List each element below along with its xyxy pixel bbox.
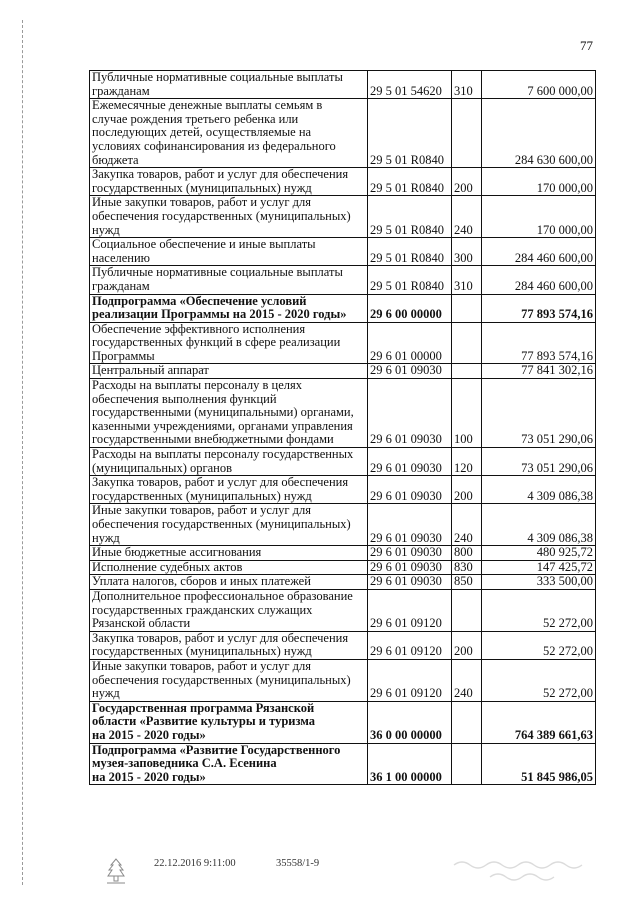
row-code-cell: 29 6 01 09120	[368, 631, 452, 659]
row-vr-cell: 200	[452, 631, 482, 659]
row-code-cell: 29 6 01 09030	[368, 476, 452, 504]
row-code-cell: 29 5 01 R0840	[368, 99, 452, 168]
row-name-cell: Подпрограмма «Развитие Государственного музея-заповедника С.А. Есенина на 2015 - 2020 годы»	[90, 743, 368, 785]
row-name-cell: Расходы на выплаты персоналу в целях обеспечения выполнения функций государственными (муниципальными) органами, казенными учреждениями, органами управления государственными внебюджетными фондами	[90, 379, 368, 448]
watermark-icon	[450, 855, 600, 883]
budget-table	[89, 70, 596, 785]
row-vr-cell: 100	[452, 379, 482, 448]
row-code-cell: 29 6 01 09030	[368, 448, 452, 476]
row-name-cell: Закупка товаров, работ и услуг для обеспечения государственных (муниципальных) нужд	[90, 631, 368, 659]
row-code-cell: 36 0 00 00000	[368, 701, 452, 743]
row-code-cell: 29 6 01 00000	[368, 322, 452, 364]
table-row	[90, 71, 596, 99]
row-code-cell: 36 1 00 00000	[368, 743, 452, 785]
row-sum-cell: 77 893 574,16	[482, 294, 596, 322]
table-row	[90, 99, 596, 168]
row-sum-cell: 4 309 086,38	[482, 504, 596, 546]
row-vr-cell	[452, 589, 482, 631]
row-name-cell: Уплата налогов, сборов и иных платежей	[90, 575, 368, 590]
row-name-cell: Государственная программа Рязанской области «Развитие культуры и туризма на 2015 - 2020 годы»	[90, 701, 368, 743]
table-row	[90, 743, 596, 785]
row-vr-cell	[452, 701, 482, 743]
row-sum-cell: 333 500,00	[482, 575, 596, 590]
row-sum-cell: 284 460 600,00	[482, 238, 596, 266]
table-row	[90, 379, 596, 448]
row-name-cell: Иные бюджетные ассигнования	[90, 546, 368, 561]
row-name-cell: Публичные нормативные социальные выплаты гражданам	[90, 71, 368, 99]
table-row	[90, 546, 596, 561]
row-vr-cell	[452, 743, 482, 785]
row-name-cell: Центральный аппарат	[90, 364, 368, 379]
row-sum-cell: 170 000,00	[482, 168, 596, 196]
table-row	[90, 575, 596, 590]
row-vr-cell: 310	[452, 71, 482, 99]
table-row	[90, 238, 596, 266]
row-code-cell: 29 6 01 09120	[368, 589, 452, 631]
table-row	[90, 294, 596, 322]
row-code-cell: 29 6 01 09030	[368, 504, 452, 546]
table-row	[90, 504, 596, 546]
row-name-cell: Иные закупки товаров, работ и услуг для обеспечения государственных (муниципальных) нужд	[90, 504, 368, 546]
row-sum-cell: 7 600 000,00	[482, 71, 596, 99]
row-sum-cell: 73 051 290,06	[482, 379, 596, 448]
row-code-cell: 29 6 01 09030	[368, 575, 452, 590]
row-vr-cell	[452, 294, 482, 322]
row-sum-cell: 51 845 986,05	[482, 743, 596, 785]
row-vr-cell: 850	[452, 575, 482, 590]
table-row	[90, 589, 596, 631]
page-edge-line	[22, 20, 23, 885]
row-sum-cell: 284 630 600,00	[482, 99, 596, 168]
row-code-cell: 29 5 01 54620	[368, 71, 452, 99]
row-code-cell: 29 5 01 R0840	[368, 266, 452, 294]
row-name-cell: Подпрограмма «Обеспечение условий реализации Программы на 2015 - 2020 годы»	[90, 294, 368, 322]
table-row	[90, 701, 596, 743]
row-code-cell: 29 6 01 09120	[368, 659, 452, 701]
row-sum-cell: 4 309 086,38	[482, 476, 596, 504]
row-code-cell: 29 6 01 09030	[368, 379, 452, 448]
row-vr-cell: 310	[452, 266, 482, 294]
row-vr-cell: 120	[452, 448, 482, 476]
row-code-cell: 29 6 01 09030	[368, 560, 452, 575]
row-code-cell: 29 6 01 09030	[368, 546, 452, 561]
row-name-cell: Публичные нормативные социальные выплаты гражданам	[90, 266, 368, 294]
row-vr-cell: 830	[452, 560, 482, 575]
table-row	[90, 560, 596, 575]
row-sum-cell: 73 051 290,06	[482, 448, 596, 476]
row-code-cell: 29 5 01 R0840	[368, 168, 452, 196]
row-vr-cell	[452, 99, 482, 168]
row-name-cell: Иные закупки товаров, работ и услуг для обеспечения государственных (муниципальных) нужд	[90, 659, 368, 701]
table-row	[90, 322, 596, 364]
footer-document-code: 35558/1-9	[276, 858, 320, 869]
row-name-cell: Иные закупки товаров, работ и услуг для обеспечения государственных (муниципальных) нужд	[90, 196, 368, 238]
row-vr-cell: 240	[452, 659, 482, 701]
table-row	[90, 168, 596, 196]
row-sum-cell: 52 272,00	[482, 631, 596, 659]
row-code-cell: 29 5 01 R0840	[368, 196, 452, 238]
page-number: 77	[580, 38, 593, 53]
row-sum-cell: 52 272,00	[482, 659, 596, 701]
table-row	[90, 659, 596, 701]
row-vr-cell	[452, 364, 482, 379]
row-sum-cell: 284 460 600,00	[482, 266, 596, 294]
footer-date: 22.12.2016 9:11:00	[154, 858, 236, 869]
row-name-cell: Обеспечение эффективного исполнения государственных функций в сфере реализации Программы	[90, 322, 368, 364]
row-name-cell: Закупка товаров, работ и услуг для обеспечения государственных (муниципальных) нужд	[90, 476, 368, 504]
row-vr-cell: 200	[452, 168, 482, 196]
row-sum-cell: 480 925,72	[482, 546, 596, 561]
row-sum-cell: 764 389 661,63	[482, 701, 596, 743]
row-sum-cell: 77 841 302,16	[482, 364, 596, 379]
emblem-stamp-icon	[104, 856, 128, 886]
table-row	[90, 448, 596, 476]
row-name-cell: Закупка товаров, работ и услуг для обеспечения государственных (муниципальных) нужд	[90, 168, 368, 196]
row-sum-cell: 52 272,00	[482, 589, 596, 631]
table-row	[90, 476, 596, 504]
table-row	[90, 266, 596, 294]
row-vr-cell: 800	[452, 546, 482, 561]
table-row	[90, 196, 596, 238]
row-name-cell: Исполнение судебных актов	[90, 560, 368, 575]
row-vr-cell: 300	[452, 238, 482, 266]
row-code-cell: 29 6 00 00000	[368, 294, 452, 322]
row-vr-cell: 200	[452, 476, 482, 504]
row-sum-cell: 147 425,72	[482, 560, 596, 575]
row-name-cell: Расходы на выплаты персоналу государственных (муниципальных) органов	[90, 448, 368, 476]
row-name-cell: Ежемесячные денежные выплаты семьям в случае рождения третьего ребенка или последующих детей, осуществляемые на условиях софинансирования из федерального бюджета	[90, 99, 368, 168]
row-sum-cell: 77 893 574,16	[482, 322, 596, 364]
row-vr-cell: 240	[452, 196, 482, 238]
table-row	[90, 631, 596, 659]
row-name-cell: Дополнительное профессиональное образование государственных гражданских служащих Рязанской области	[90, 589, 368, 631]
row-code-cell: 29 6 01 09030	[368, 364, 452, 379]
row-vr-cell	[452, 322, 482, 364]
row-code-cell: 29 5 01 R0840	[368, 238, 452, 266]
table-row	[90, 364, 596, 379]
row-name-cell: Социальное обеспечение и иные выплаты населению	[90, 238, 368, 266]
row-vr-cell: 240	[452, 504, 482, 546]
row-sum-cell: 170 000,00	[482, 196, 596, 238]
